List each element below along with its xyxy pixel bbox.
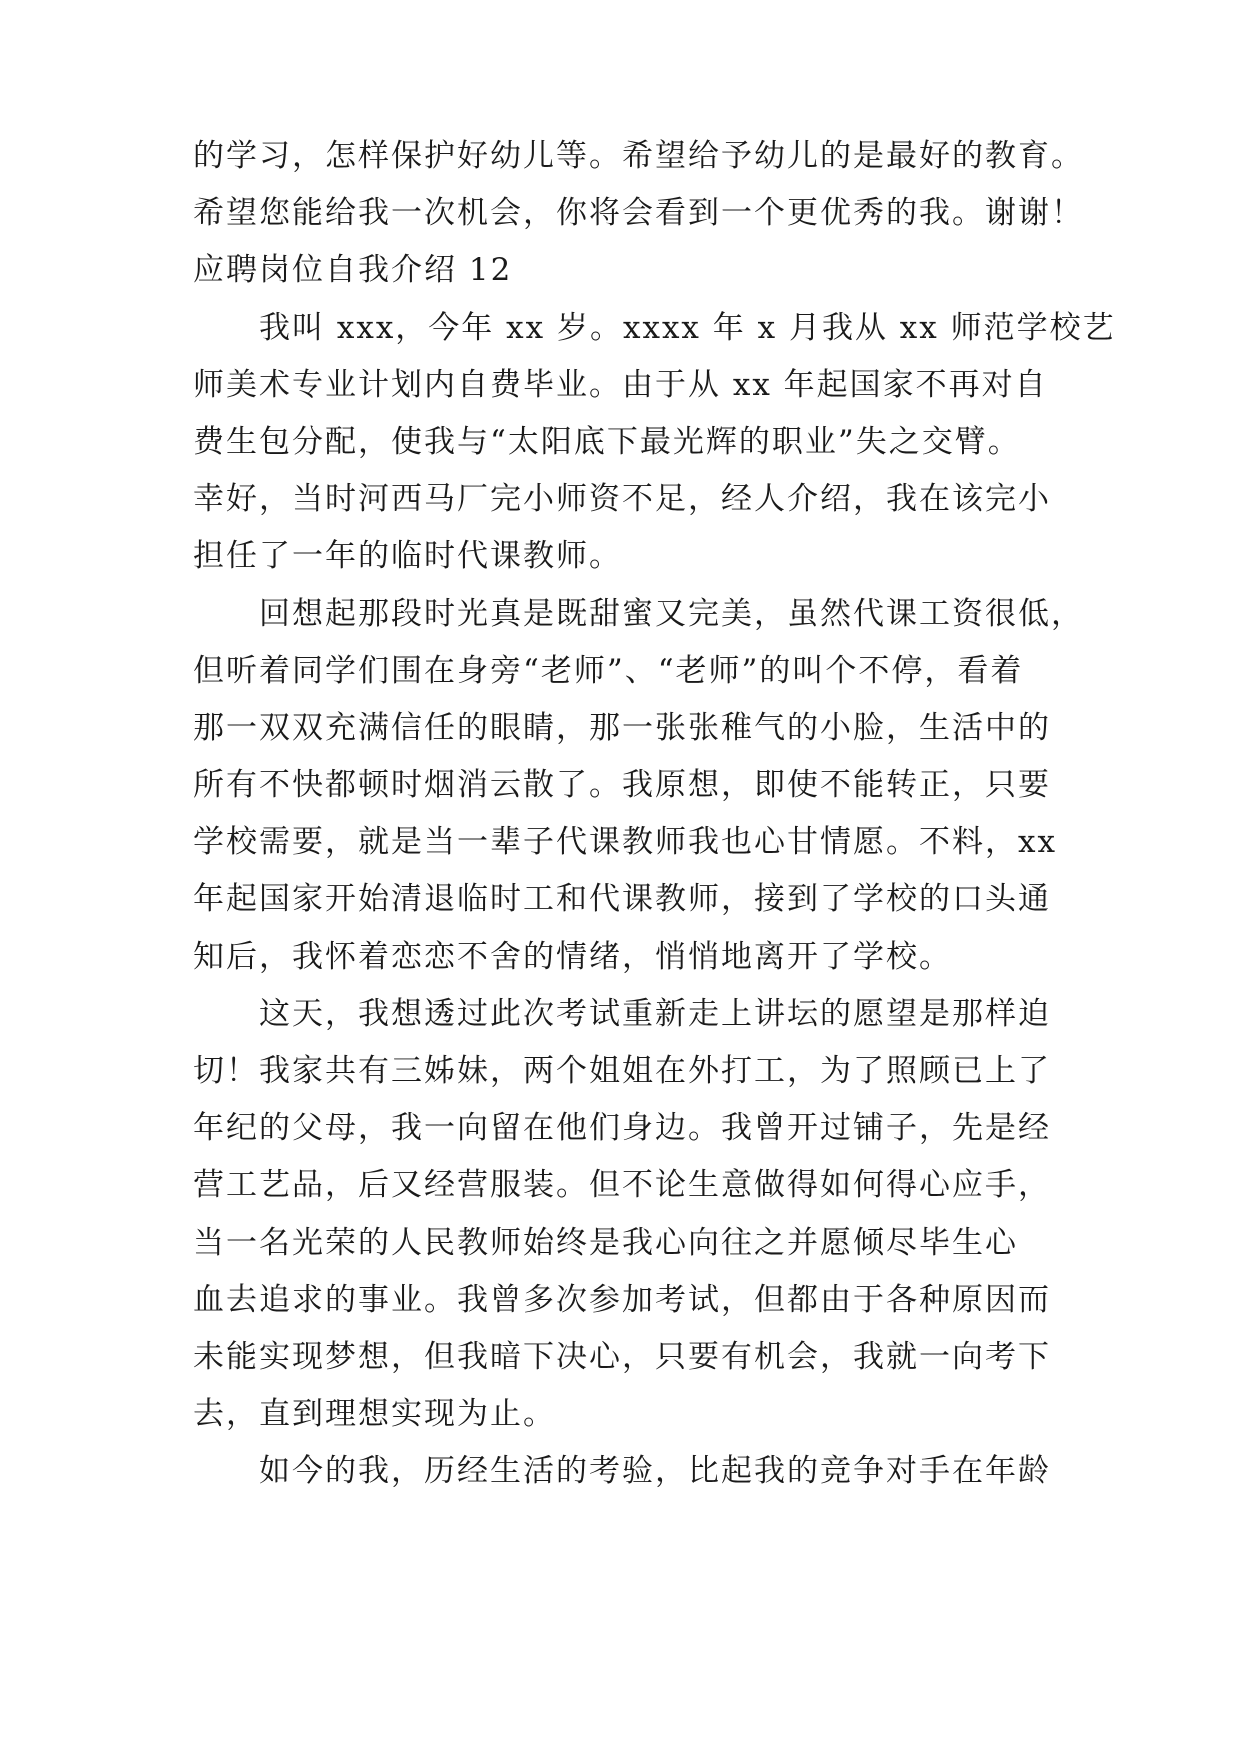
text-line: 切！我家共有三姊妹，两个姐姐在外打工，为了照顾已上了 bbox=[193, 1053, 1051, 1089]
text-line: 师美术专业计划内自费毕业。由于从 xx 年起国家不再对自 bbox=[193, 366, 1048, 403]
text-line: 所有不快都顿时烟消云散了。我原想，即使不能转正，只要 bbox=[193, 767, 1051, 804]
text-line: 这天，我想透过此次考试重新走上讲坛的愿望是那样迫 bbox=[259, 995, 1051, 1032]
text-line: 但听着同学们围在身旁“老师”、“老师”的叫个不停，看着 bbox=[193, 652, 1024, 689]
text-line: 费生包分配，使我与“太阳底下最光辉的职业”失之交臂。 bbox=[193, 423, 1021, 460]
text-line: 营工艺品，后又经营服装。但不论生意做得如何得心应手， bbox=[193, 1167, 1051, 1204]
paragraph-1 bbox=[193, 300, 1116, 586]
paragraph-4 bbox=[193, 1443, 1073, 1500]
text-line: 我叫 xxx，今年 xx 岁。xxxx 年 x 月我从 xx 师范学校艺 bbox=[259, 309, 1116, 346]
text-line: 当一名光荣的人民教师始终是我心向往之并愿倾尽毕生心 bbox=[193, 1224, 1018, 1261]
text-line: 那一双双充满信任的眼睛，那一张张稚气的小脸，生活中的 bbox=[193, 709, 1051, 746]
paragraph-3 bbox=[193, 986, 1073, 1444]
text-line: 知后，我怀着恋恋不舍的情绪，悄悄地离开了学校。 bbox=[193, 938, 952, 975]
text-line: 担任了一年的临时代课教师。 bbox=[193, 538, 622, 575]
section-heading bbox=[193, 242, 1073, 299]
text-line: 幸好，当时河西马厂完小师资不足，经人介绍，我在该完小 bbox=[193, 481, 1051, 518]
paragraph-2 bbox=[193, 586, 1084, 986]
text-line: 年起国家开始清退临时工和代课教师，接到了学校的口头通 bbox=[193, 881, 1051, 918]
document-body bbox=[193, 128, 1116, 1501]
text-line: 如今的我，历经生活的考验，比起我的竞争对手在年龄 bbox=[259, 1453, 1051, 1490]
text-line: 的学习，怎样保护好幼儿等。希望给予幼儿的是最好的教育。 bbox=[193, 138, 1084, 174]
text-line: 血去追求的事业。我曾多次参加考试，但都由于各种原因而 bbox=[193, 1281, 1051, 1318]
heading-line: 应聘岗位自我介绍 12 bbox=[193, 252, 513, 289]
text-line: 希望您能给我一次机会，你将会看到一个更优秀的我。谢谢！ bbox=[193, 195, 1084, 232]
text-line: 未能实现梦想，但我暗下决心，只要有机会，我就一向考下 bbox=[193, 1338, 1051, 1375]
text-line: 年纪的父母，我一向留在他们身边。我曾开过铺子，先是经 bbox=[193, 1110, 1051, 1147]
text-line: 回想起那段时光真是既甜蜜又完美，虽然代课工资很低， bbox=[259, 595, 1084, 632]
intro-tail-paragraph bbox=[193, 128, 1084, 242]
text-line: 去，直到理想实现为止。 bbox=[193, 1396, 556, 1433]
text-line: 学校需要，就是当一辈子代课教师我也心甘情愿。不料，xx bbox=[193, 824, 1057, 861]
